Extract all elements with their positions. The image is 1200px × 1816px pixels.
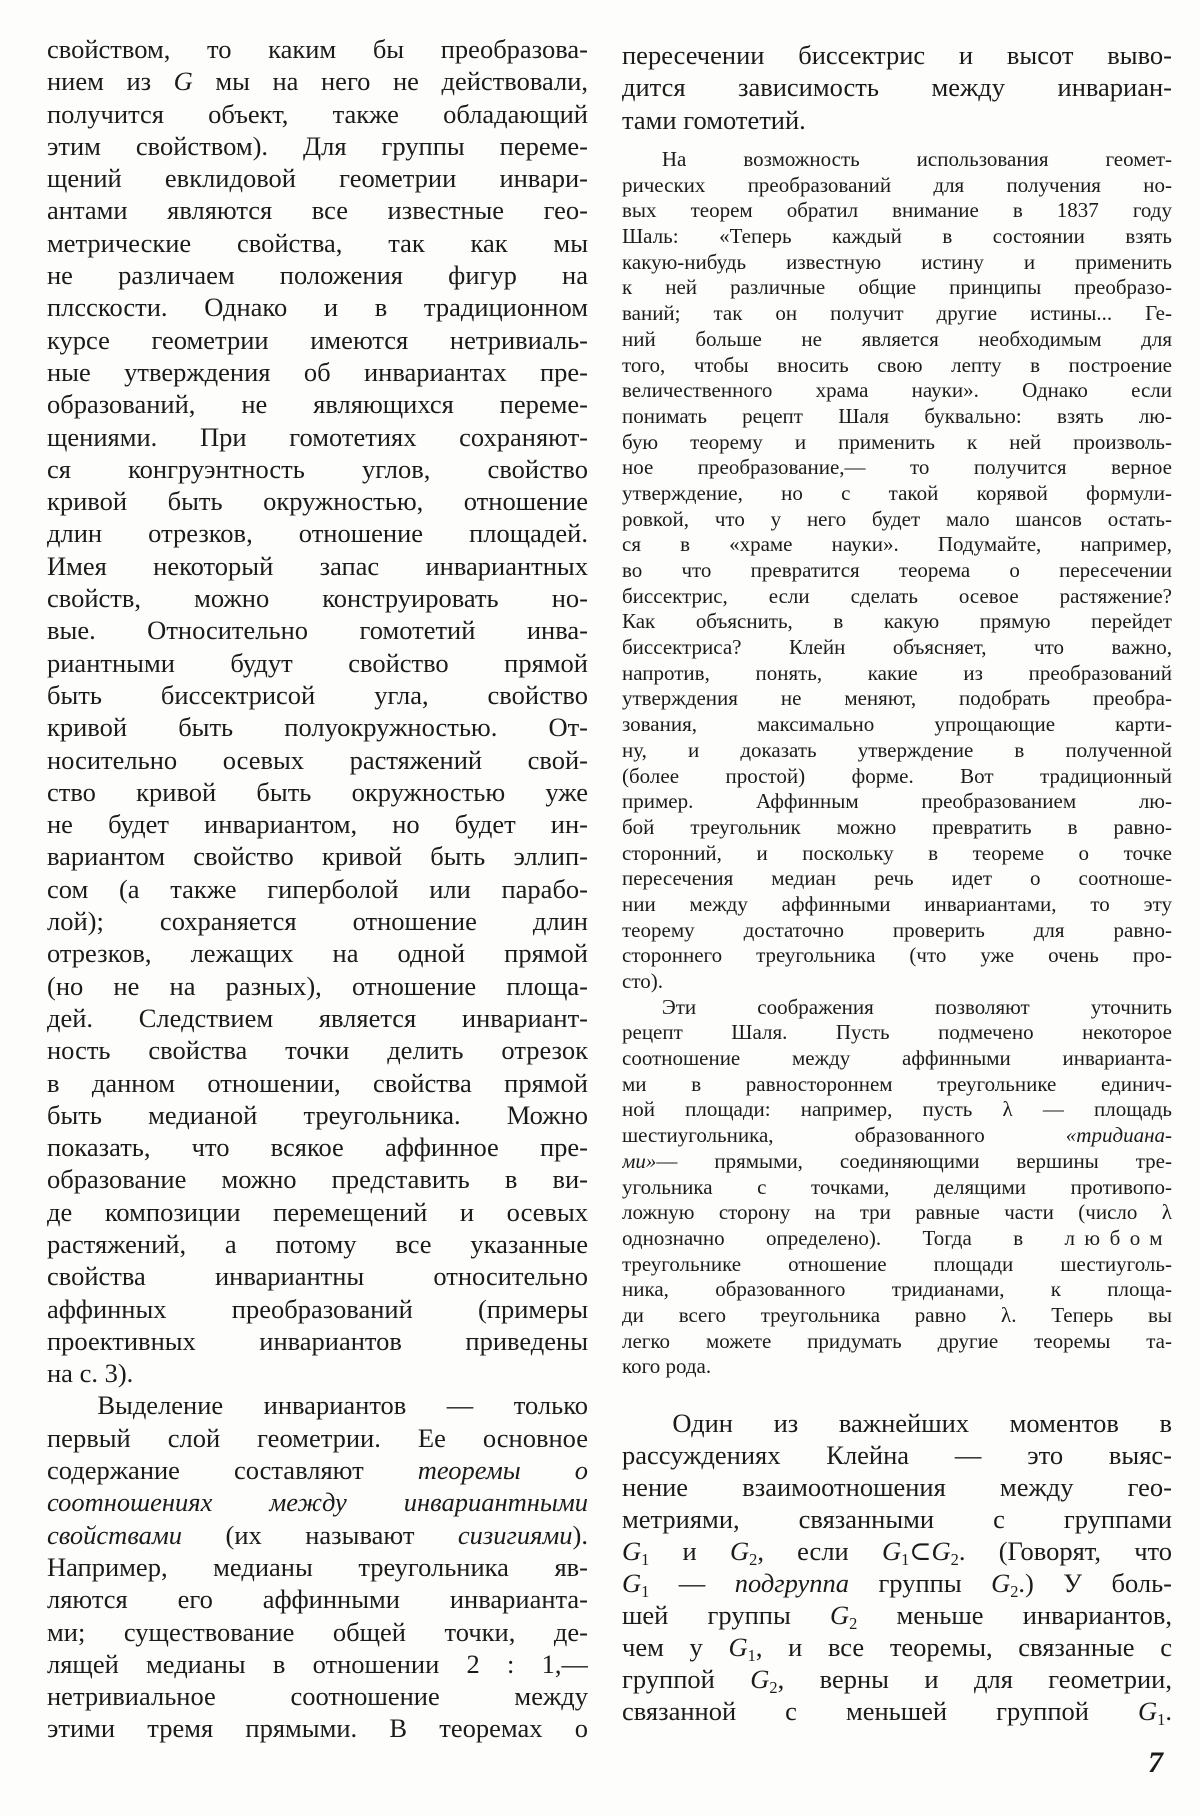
text-line <box>47 1422 588 1454</box>
text-line <box>47 937 588 969</box>
text-line <box>47 744 588 776</box>
text-line <box>47 98 588 130</box>
text-line <box>47 421 588 453</box>
text-line <box>47 162 588 194</box>
text-segment: , если <box>757 1536 882 1566</box>
italic-text: G <box>729 1536 750 1566</box>
text-line <box>47 1648 588 1680</box>
subscript: 1 <box>641 1581 650 1599</box>
text-line <box>622 71 1172 103</box>
text-segment: метриями, связанными с группами <box>622 1504 1172 1534</box>
text-line <box>622 1631 1172 1663</box>
text-segment: ность свойства точки делить отрезок <box>47 1035 588 1066</box>
text-segment: ⊂ <box>909 1536 932 1566</box>
text-line <box>47 356 588 388</box>
italic-text: свойствами <box>47 1519 183 1550</box>
text-segment: бую теорему и применить к ней произволь- <box>622 429 1172 454</box>
text-line <box>622 1567 1172 1599</box>
text-segment: первый слой геометрии. Ее основное <box>47 1422 588 1453</box>
text-line <box>622 789 1172 815</box>
text-segment: ство кривой быть окружностью уже <box>47 776 588 807</box>
text-line <box>622 686 1172 712</box>
text-segment: мы на него не действовали, <box>192 66 588 97</box>
text-segment: легко можете придумать другие теоремы та- <box>622 1328 1172 1353</box>
text-line <box>622 378 1172 404</box>
text-segment: . <box>1165 1696 1172 1726</box>
text-line <box>622 1354 1172 1380</box>
text-line <box>47 614 588 646</box>
text-line <box>47 679 588 711</box>
text-line <box>622 1439 1172 1471</box>
text-segment: рических преобразований для получения но- <box>622 172 1172 197</box>
text-segment: величественного храма науки». Однако если <box>622 378 1172 403</box>
text-segment: ной площади: например, пусть λ — площадь <box>622 1097 1172 1122</box>
text-segment: свойства инвариантны относительно <box>47 1261 588 1292</box>
text-segment: , и все теоремы, связанные с <box>755 1632 1172 1662</box>
text-segment: показать, что всякое аффинное пре- <box>47 1132 588 1163</box>
text-segment: этими тремя прямыми. В теоремах о <box>47 1713 588 1744</box>
italic-text: ми» <box>622 1148 657 1173</box>
text-segment: утверждение, но с такой корявой формули- <box>622 480 1172 505</box>
text-line <box>47 291 588 323</box>
text-segment: к ней различные общие принципы преобразо- <box>622 275 1172 300</box>
italic-text: G <box>881 1536 902 1566</box>
text-segment: теорему достаточно проверить для равно- <box>622 917 1172 942</box>
text-line <box>622 1020 1172 1046</box>
text-segment: щений евклидовой геометрии инвари- <box>47 163 588 194</box>
text-segment: группы <box>849 1568 992 1598</box>
text-segment: кривой быть полуокружностью. От- <box>47 712 588 743</box>
text-segment: связанной с меньшей группой <box>622 1696 1139 1726</box>
text-segment: бой треугольник можно превратить в равно- <box>622 814 1172 839</box>
text-segment: лящей медианы в отношении 2 : 1,— <box>47 1648 588 1679</box>
text-line <box>622 301 1172 327</box>
text-line <box>622 1303 1172 1329</box>
text-line <box>47 1712 588 1744</box>
text-segment: . (Говорят, что <box>958 1536 1172 1566</box>
text-line <box>47 647 588 679</box>
subscript: 1 <box>641 1549 650 1567</box>
text-line <box>47 388 588 420</box>
text-line <box>622 1149 1172 1175</box>
text-segment: рецепт Шаля. Пусть подмечено некоторое <box>622 1020 1172 1045</box>
text-line <box>622 1599 1172 1631</box>
text-segment: ся конгруэнтность углов, свойство <box>47 453 588 484</box>
text-line <box>47 1357 588 1389</box>
text-line <box>622 866 1172 892</box>
text-segment: ну, и доказать утверждение в полученной <box>622 737 1172 762</box>
text-line <box>622 1407 1172 1439</box>
text-line <box>47 1163 588 1195</box>
text-segment: Один из важнейших моментов в <box>672 1408 1172 1438</box>
subscript: 2 <box>769 1677 778 1695</box>
text-line <box>622 1252 1172 1278</box>
text-line <box>47 1616 588 1648</box>
text-segment: не различаем положения фигур на <box>47 260 588 291</box>
text-line <box>622 250 1172 276</box>
text-segment: лой); сохраняется отношение длин <box>47 906 588 937</box>
text-segment: сторонний, и поскольку в теореме о точке <box>622 840 1172 865</box>
text-line <box>47 194 588 226</box>
text-line <box>47 1196 588 1228</box>
text-segment: — <box>649 1568 735 1598</box>
text-segment: ваний; так он получит другие истины... Ге- <box>622 301 1172 326</box>
text-line <box>622 1226 1172 1252</box>
text-line <box>622 224 1172 250</box>
text-segment: курсе геометрии имеются нетривиаль- <box>47 324 588 355</box>
italic-text: G <box>1138 1696 1158 1726</box>
text-line <box>47 550 588 582</box>
text-segment: пример. Аффинным преобразованием лю- <box>622 789 1172 814</box>
text-line <box>622 584 1172 610</box>
text-segment: рассуждениях Клейна — это выяс- <box>622 1440 1172 1470</box>
italic-text: сизигиями <box>457 1519 573 1550</box>
text-segment: нение взаимоотношения между гео- <box>622 1472 1172 1502</box>
text-line <box>622 1097 1172 1123</box>
text-line <box>47 1034 588 1066</box>
text-segment: антами являются все известные гео- <box>47 195 588 226</box>
text-line <box>622 738 1172 764</box>
text-segment: шестиугольника, образованного <box>622 1123 1066 1148</box>
text-segment: пересечения медиан речь идет о соотноше- <box>622 866 1172 891</box>
text-segment: кривой быть окружностью, отношение <box>47 486 588 517</box>
subscript: 2 <box>1010 1581 1019 1599</box>
text-segment: нием из <box>47 66 174 97</box>
text-segment: риантными будут свойство прямой <box>47 647 588 678</box>
text-segment: понимать рецепт Шаля буквально: взять лю- <box>622 403 1172 428</box>
text-line <box>622 430 1172 456</box>
text-line <box>622 764 1172 790</box>
text-segment: проективных инвариантов приведены <box>47 1325 588 1356</box>
text-line <box>47 1099 588 1131</box>
text-segment: содержание составляют <box>47 1455 418 1486</box>
text-segment: образование можно представить в ви- <box>47 1164 588 1195</box>
text-segment: ровкой, что у него будет мало шансов остать- <box>622 506 1172 531</box>
text-line <box>47 324 588 356</box>
text-segment: быть медианой треугольника. Можно <box>47 1099 588 1130</box>
text-line <box>47 873 588 905</box>
text-line <box>622 1072 1172 1098</box>
italic-text: G <box>173 66 193 97</box>
text-line <box>47 259 588 291</box>
text-segment: — прямыми, соединяющими вершины тре- <box>656 1148 1172 1173</box>
text-line <box>47 1486 588 1518</box>
text-line <box>622 275 1172 301</box>
text-segment: , верны и для геометрии, <box>777 1664 1172 1694</box>
text-segment: (более простой) форме. Вот традиционный <box>622 763 1172 788</box>
text-line <box>47 1067 588 1099</box>
text-line <box>622 104 1172 136</box>
text-line <box>622 1695 1172 1727</box>
text-line <box>47 130 588 162</box>
subscript: 1 <box>901 1549 910 1567</box>
text-line <box>47 776 588 808</box>
text-segment: свойств, можно конструировать но- <box>47 583 588 614</box>
text-segment: какую-нибудь известную истину и применить <box>622 249 1172 274</box>
text-line <box>622 404 1172 430</box>
text-line <box>47 485 588 517</box>
text-segment: (но не на разных), отношение площа- <box>47 970 588 1001</box>
text-line <box>47 1002 588 1034</box>
text-line <box>47 970 588 1002</box>
text-segment: де композиции перемещений и осевых <box>47 1196 588 1227</box>
text-segment: отрезков, лежащих на одной прямой <box>47 938 588 969</box>
text-segment: Выделение инвариантов — только <box>97 1390 588 1421</box>
italic-text: «тридиана- <box>1065 1123 1172 1148</box>
text-segment: Шаль: «Теперь каждый в состоянии взять <box>622 224 1172 249</box>
text-line <box>47 582 588 614</box>
text-segment: ное преобразование,— то получится верное <box>622 455 1172 480</box>
text-line <box>47 227 588 259</box>
subscript: 1 <box>747 1645 756 1663</box>
italic-text: теоремы о <box>417 1455 588 1486</box>
text-segment: метрические свойства, так как мы <box>47 227 588 258</box>
italic-text: G <box>622 1568 642 1598</box>
text-line <box>622 943 1172 969</box>
text-segment: напротив, понять, какие из преобразований <box>622 660 1172 685</box>
text-segment: ника, образованного тридианами, к площа- <box>622 1277 1172 1302</box>
text-segment: плсскости. Однако и в традиционном <box>47 292 588 323</box>
text-line <box>622 918 1172 944</box>
text-line <box>47 1680 588 1712</box>
text-segment: во что превратится теорема о пересечении <box>622 558 1172 582</box>
text-line <box>622 1046 1172 1072</box>
text-line <box>47 65 588 97</box>
text-line <box>622 353 1172 379</box>
right-column-top-paragraph <box>622 39 1172 136</box>
text-line <box>47 711 588 743</box>
text-segment: Эти соображения позволяют уточнить <box>661 994 1172 1019</box>
subscript: 2 <box>849 1613 858 1631</box>
text-segment: треугольнике отношение площади шестиуголь- <box>622 1251 1172 1276</box>
text-line <box>622 609 1172 635</box>
text-segment: ди всего треугольника равно λ. Теперь вы <box>622 1302 1172 1327</box>
text-line <box>47 33 588 65</box>
text-line <box>47 1454 588 1486</box>
text-segment: Например, медианы треугольника яв- <box>47 1551 588 1582</box>
text-segment: ми; существование общей точки, де- <box>47 1616 588 1647</box>
text-segment: ся в «храме науки». Подумайте, например, <box>622 532 1172 557</box>
text-line <box>622 147 1172 173</box>
text-segment: сом (а также гиперболой или парабо- <box>47 873 588 904</box>
italic-text: G <box>991 1568 1011 1598</box>
text-line <box>47 1260 588 1292</box>
text-segment: угольника с точками, делящими противопо- <box>622 1174 1172 1199</box>
text-segment: Как объяснить, в какую прямую перейдет <box>622 609 1172 634</box>
text-line <box>622 661 1172 687</box>
text-segment: ные утверждения об инвариантах пре- <box>47 356 588 387</box>
text-segment: не будет инвариантом, но будет ин- <box>47 809 588 840</box>
text-line <box>622 1123 1172 1149</box>
text-line <box>47 1583 588 1615</box>
text-line <box>622 455 1172 481</box>
text-line <box>47 1325 588 1357</box>
text-line <box>622 841 1172 867</box>
text-segment: биссектрис, если сделать осевое растяжение? <box>622 583 1172 608</box>
text-line <box>622 1503 1172 1535</box>
text-segment: На возможность использования геомет- <box>661 147 1172 171</box>
text-line <box>622 198 1172 224</box>
text-line <box>47 840 588 872</box>
text-line <box>47 517 588 549</box>
text-segment: нетривиальное соотношение между <box>47 1681 588 1712</box>
text-segment: длин отрезков, отношение площадей. <box>47 518 588 549</box>
text-segment: и <box>649 1536 730 1566</box>
text-segment: сто). <box>622 969 663 993</box>
text-segment: щениями. При гомотетиях сохраняют- <box>47 421 588 452</box>
italic-text: G <box>750 1664 770 1694</box>
text-segment: .) У боль- <box>1018 1568 1172 1598</box>
text-line <box>47 1293 588 1325</box>
text-segment: пересечении биссектрис и высот выво- <box>622 40 1172 70</box>
italic-text: G <box>622 1536 642 1566</box>
italic-text: подгруппа <box>734 1568 850 1598</box>
text-segment: в данном отношении, свойства прямой <box>47 1067 588 1098</box>
text-line <box>622 1277 1172 1303</box>
italic-text: G <box>829 1600 850 1630</box>
text-segment: этим свойством). Для группы переме- <box>47 130 588 161</box>
text-line <box>622 815 1172 841</box>
text-segment: нии между аффинными инвариантами, то эту <box>622 891 1172 916</box>
text-line <box>47 453 588 485</box>
text-line <box>47 808 588 840</box>
text-line <box>622 635 1172 661</box>
text-segment: образований, не являющихся переме- <box>47 389 588 420</box>
italic-text: G <box>931 1536 951 1566</box>
text-line <box>47 1551 588 1583</box>
text-segment: вых теорем обратил внимание в 1837 году <box>622 198 1172 223</box>
text-segment: ложную сторону на три равные части (число λ <box>622 1200 1172 1225</box>
text-segment: быть биссектрисой угла, свойство <box>47 679 588 710</box>
text-segment: меньше инвариантов, <box>857 1600 1172 1630</box>
text-segment: зования, максимально упрощающие карти- <box>622 712 1172 737</box>
text-line <box>622 558 1172 584</box>
text-line <box>622 1663 1172 1695</box>
text-line <box>622 995 1172 1021</box>
left-column <box>47 33 588 1745</box>
text-line <box>47 1228 588 1260</box>
italic-text: соотношениях между инвариантными <box>47 1487 588 1518</box>
text-line <box>622 1329 1172 1355</box>
text-segment: свойством, то каким бы преобразова- <box>47 34 588 64</box>
text-segment: шей группы <box>622 1600 830 1630</box>
text-segment: тами гомотетий. <box>622 104 806 135</box>
text-line <box>47 1519 588 1551</box>
text-segment: стороннего треугольника (что уже очень про- <box>622 943 1172 968</box>
text-segment: чем у <box>622 1632 729 1662</box>
text-line <box>47 905 588 937</box>
text-line <box>622 39 1172 71</box>
text-segment: дится зависимость между инвариан- <box>622 72 1172 103</box>
text-line <box>622 481 1172 507</box>
text-line <box>622 532 1172 558</box>
text-segment: (их называют <box>182 1519 458 1550</box>
text-segment: растяжений, а потому все указанные <box>47 1228 588 1259</box>
text-line <box>622 1175 1172 1201</box>
right-column-small-print <box>622 147 1172 1380</box>
text-line <box>622 507 1172 533</box>
text-line <box>622 1471 1172 1503</box>
text-segment: однозначно определено). Тогда в <box>622 1225 1065 1250</box>
text-segment: на с. 3). <box>47 1358 134 1389</box>
text-segment: ми в равностороннем треугольнике единич- <box>622 1071 1172 1096</box>
text-segment: кого рода. <box>622 1354 712 1379</box>
text-segment: группой <box>622 1664 751 1694</box>
text-segment: дей. Следствием является инвариант- <box>47 1002 588 1033</box>
subscript: 2 <box>950 1549 959 1567</box>
text-segment: ляются его аффинными инварианта- <box>47 1584 588 1615</box>
subscript: 2 <box>749 1549 758 1567</box>
text-line <box>47 1131 588 1163</box>
text-line <box>622 173 1172 199</box>
text-segment: соотношение между аффинными инварианта- <box>622 1046 1172 1071</box>
text-segment: любом <box>1064 1225 1172 1250</box>
text-segment: утверждения не меняют, подобрать преобра- <box>622 686 1172 711</box>
text-segment: биссектриса? Клейн объясняет, что важно, <box>622 635 1172 660</box>
text-line <box>622 712 1172 738</box>
italic-text: G <box>728 1632 748 1662</box>
text-segment: носительно осевых растяжений свой- <box>47 744 588 775</box>
text-segment: аффинных преобразований (примеры <box>47 1293 588 1324</box>
text-segment: Имея некоторый запас инвариантных <box>47 550 588 581</box>
text-segment: ). <box>572 1519 588 1550</box>
text-segment: вые. Относительно гомотетий инва- <box>47 615 588 646</box>
text-segment: вариантом свойство кривой быть эллип- <box>47 841 588 872</box>
text-line <box>622 1535 1172 1567</box>
text-line <box>622 1200 1172 1226</box>
right-column-bottom-paragraph <box>622 1407 1172 1727</box>
subscript: 1 <box>1157 1709 1166 1727</box>
text-line <box>622 327 1172 353</box>
text-segment: того, чтобы вносить свою лепту в построение <box>622 352 1172 377</box>
text-line <box>47 1389 588 1421</box>
text-line <box>622 892 1172 918</box>
text-line <box>622 969 1172 995</box>
page-number: 7 <box>1148 1746 1163 1779</box>
text-segment: ний больше не является необходимым для <box>622 326 1172 351</box>
text-segment: получится объект, также обладающий <box>47 98 588 129</box>
